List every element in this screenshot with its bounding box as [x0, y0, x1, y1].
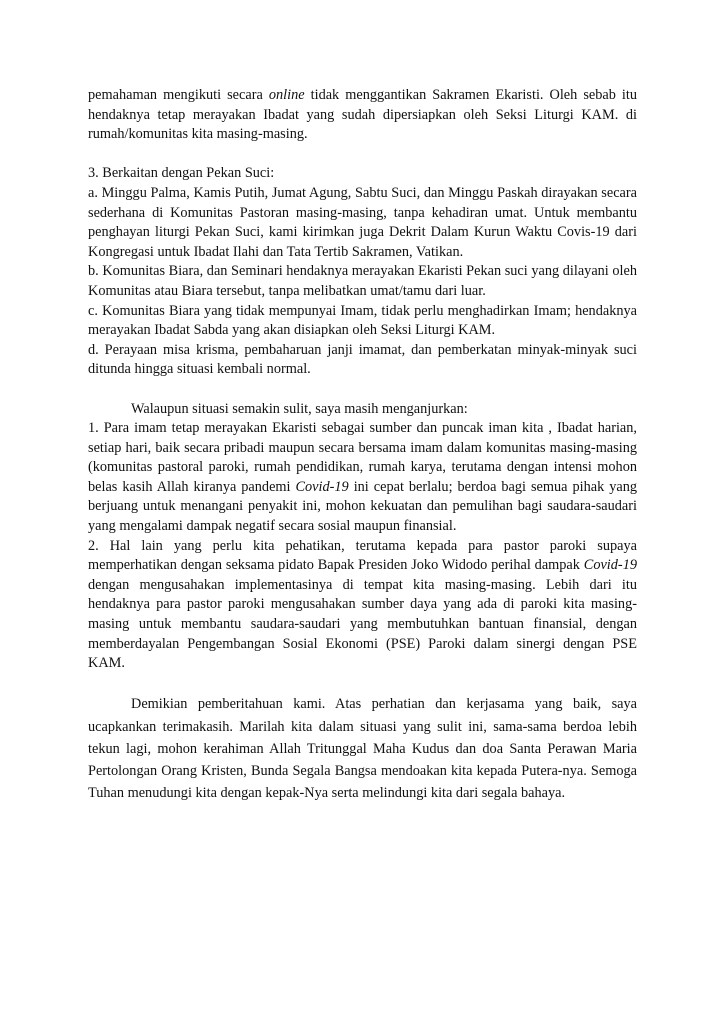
paragraph-text: 1. Para imam tetap merayakan Ekaristi sebagai sumber dan puncak iman kita , Ibadat harian, setiap hari, baik secara pribadi maupun secara bersama imam dalam komunitas masing-masing (komunitas pastoral paroki, rumah pendidikan, rumah karya, terutama dengan intensi mohon belas kasih Allah kiranya pandemi: [88, 420, 637, 495]
paragraph-text: pemahaman mengikuti secara: [88, 87, 269, 103]
list-item-c: c. Komunitas Biara yang tidak mempunyai Imam, tidak perlu menghadirkan Imam; hendaknya merayakan Ibadat Sabda yang akan disiapkan oleh Seksi Liturgi KAM.: [88, 302, 637, 339]
paragraph-text: 2. Hal lain yang perlu kita pehatikan, terutama kepada para pastor paroki supaya memperhatikan dengan seksama pidato Bapak Presiden Joko Widodo perihal dampak: [88, 537, 637, 574]
list-item-d: d. Perayaan misa krisma, pembaharuan janji imamat, dan pemberkatan minyak-minyak suci ditunda hingga situasi kembali normal.: [88, 341, 637, 378]
document-page: [88, 86, 637, 804]
advice-point-2: [88, 537, 637, 674]
paragraph-text: dengan mengusahakan implementasinya di tempat kita masing-masing. Lebih dari itu hendaknya para pastor paroki mengusahakan sumber daya yang ada di paroki kita masing-masing untuk membantu saudara-saudari yang membutuhkan bantuan finansial, dengan memberdayalan Pengembangan Sosial Ekonomi (PSE) Paroki dalam sinergi dengan PSE KAM.: [88, 576, 637, 672]
spacer: [88, 145, 637, 165]
paragraph-text: tidak menggantikan Sakramen Ekaristi. Oleh sebab itu hendaknya tetap merayakan Ibadat yang sudah dipersiapkan oleh Seksi Liturgi KAM. di rumah/komunitas kita masing-masing.: [88, 87, 637, 143]
spacer: [88, 380, 637, 400]
closing-paragraph: Demikian pemberitahuan kami. Atas perhatian dan kerjasama yang baik, saya ucapkankan terimakasih. Marilah kita dalam situasi yang sulit ini, sama-sama berdoa lebih tekun lagi, mohon kerahiman Allah Tritunggal Maha Kudus dan doa Santa Perawan Maria Pertolongan Orang Kristen, Bunda Segala Bangsa mendoakan kita kepada Putera-nya. Semoga Tuhan menudungi kita dengan kepak-Nya serta melindungi kita dari segala bahaya.: [88, 696, 637, 802]
list-item-a: a. Minggu Palma, Kamis Putih, Jumat Agung, Sabtu Suci, dan Minggu Paskah dirayakan secara sederhana di Komunitas Pastoran masing-masing, tanpa kehadiran umat. Untuk membantu penghayan liturgi Pekan Suci, kami kirimkan juga Dekrit Dalam Kurun Waktu Covis-19 dari Kongregasi untuk Ibadat Ilahi dan Tata Tertib Sakramen, Vatikan.: [88, 184, 637, 260]
paragraph-text: ini cepat berlalu; berdoa bagi semua pihak yang berjuang untuk menangani penyakit ini, mohon kekuatan dan pemulihan bagi saudara-saudari yang mengalami dampak negatif secara sosial maupun finansial.: [88, 478, 638, 535]
section-heading-holy-week: 3. Berkaitan dengan Pekan Suci:: [88, 165, 275, 182]
list-item-b: b. Komunitas Biara, dan Seminari hendaknya merayakan Ekaristi Pekan suci yang dilayani oleh Komunitas atau Biara tersebut, tanpa melibatkan umat/tamu dari luar.: [88, 263, 637, 299]
advice-point-1: [88, 419, 637, 537]
spacer: [88, 674, 637, 694]
italic-term: Covid-19: [295, 478, 349, 495]
paragraph-online-mass: [88, 86, 637, 145]
italic-term: online: [268, 87, 305, 103]
advice-intro: Walaupun situasi semakin sulit, saya masih menganjurkan:: [131, 400, 468, 417]
italic-term: Covid-19: [583, 557, 637, 574]
